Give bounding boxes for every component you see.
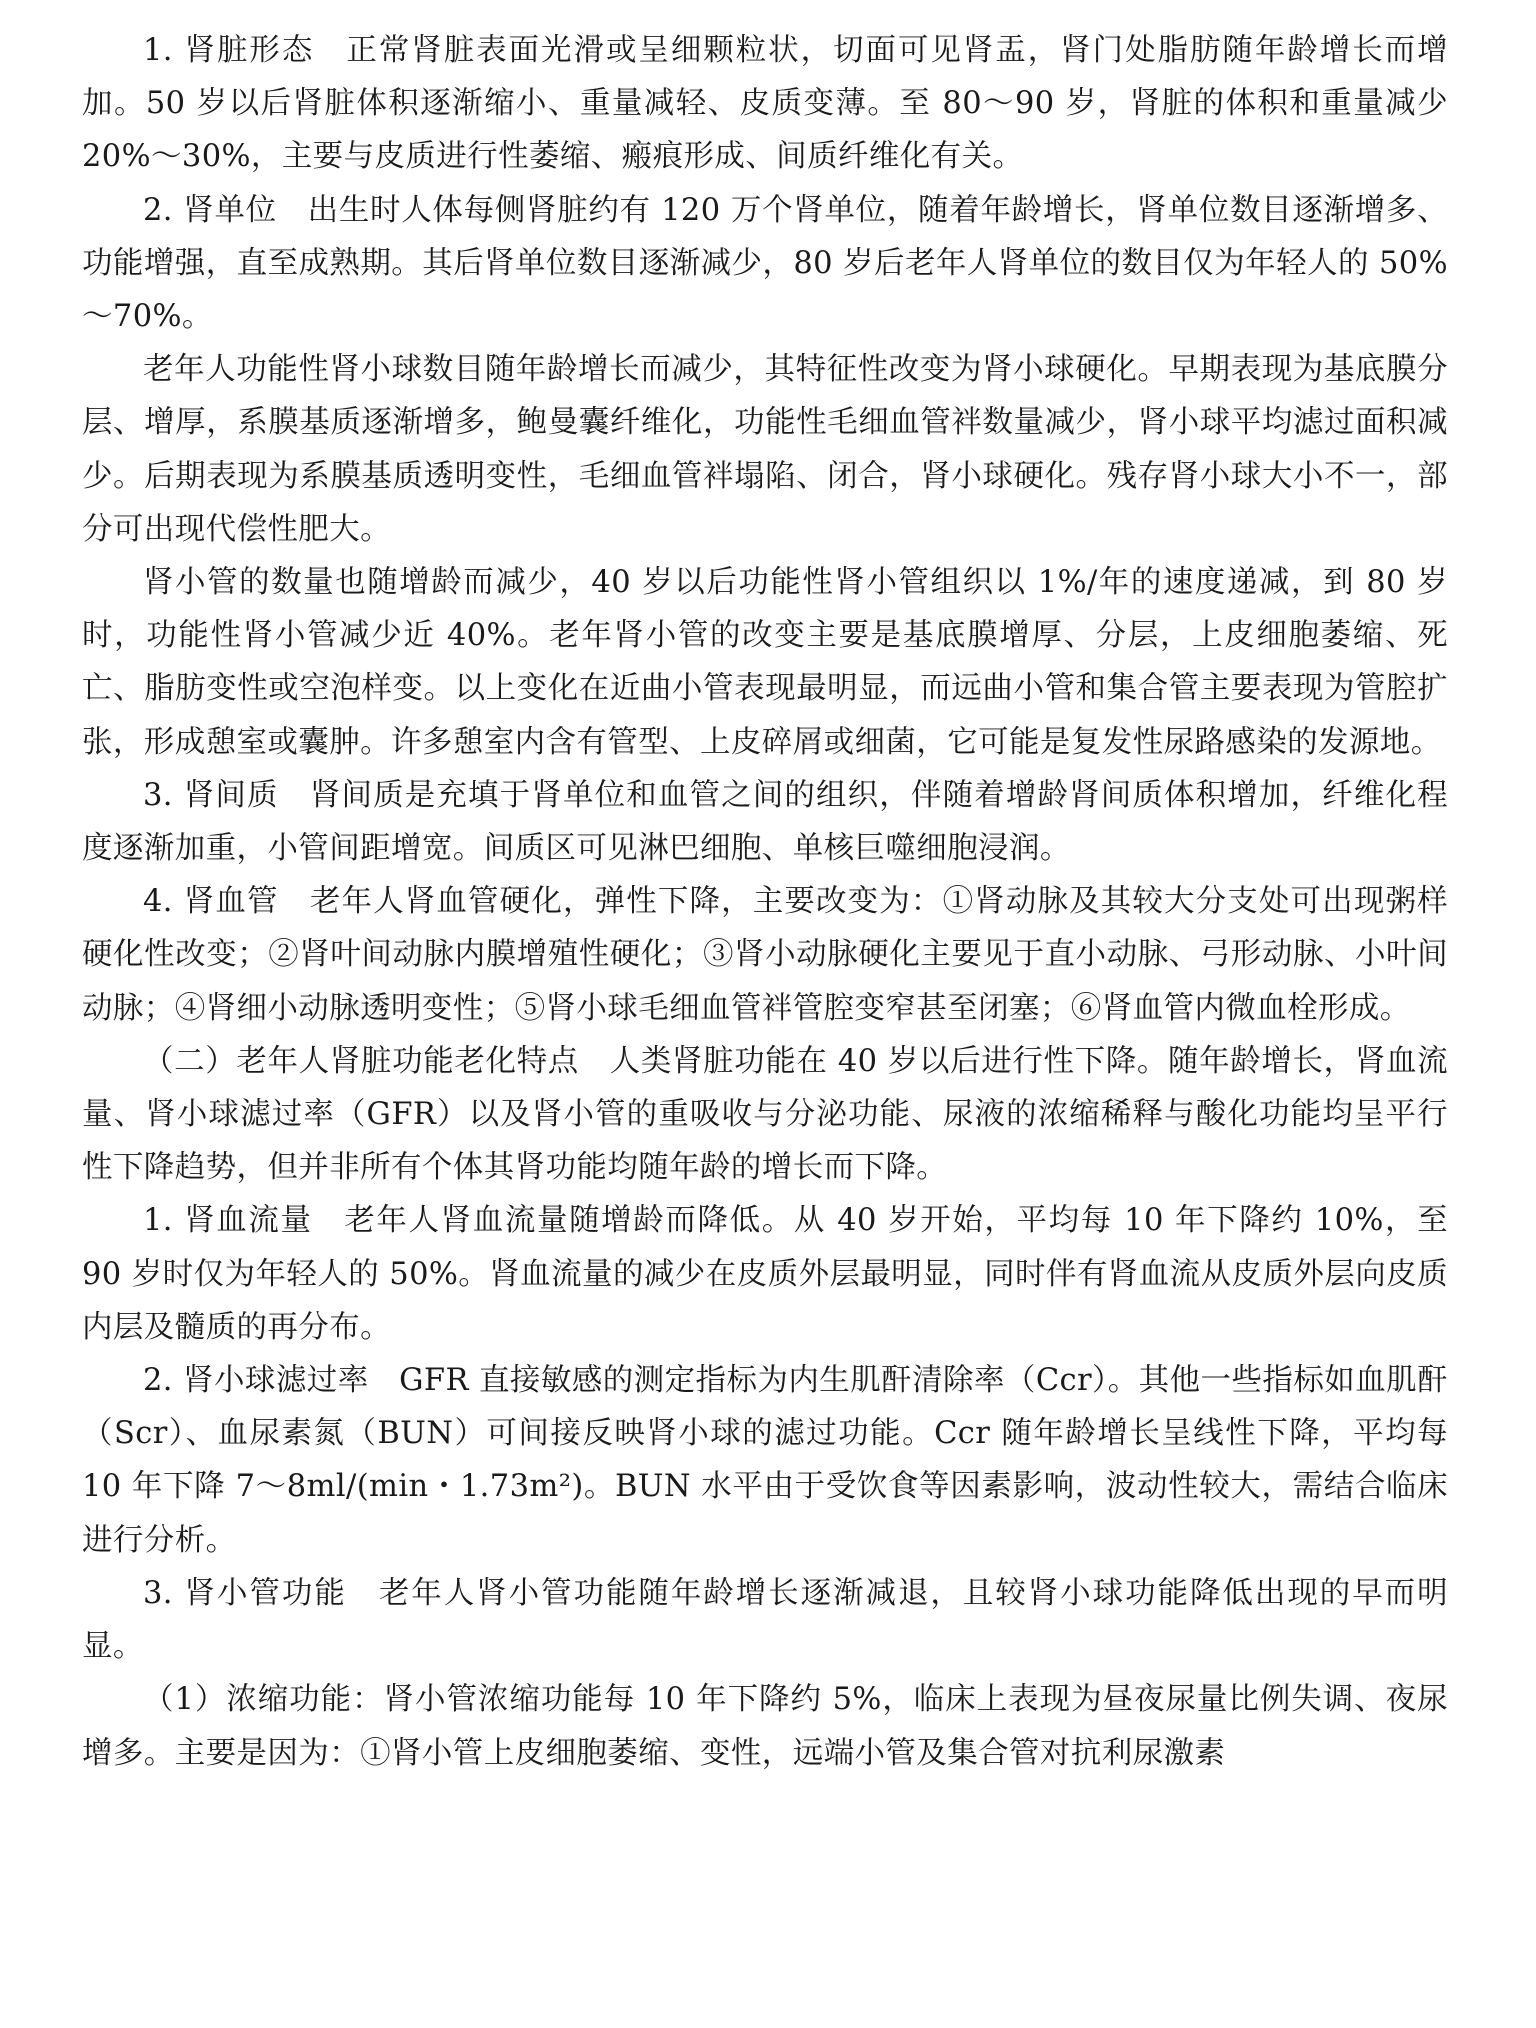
paragraph-tubular-function	[82, 1567, 1448, 1673]
paragraph-nephron	[82, 184, 1448, 344]
paragraph-function-aging	[82, 1035, 1448, 1195]
section-heading: 3. 肾小管功能	[143, 1575, 347, 1611]
paragraph-text: 正常肾脏表面光滑或呈细颗粒状，切面可见肾盂，肾门处脂肪随年龄增长而增加。50 岁以后肾脏体积逐渐缩小、重量减轻、皮质变薄。至 80～90 岁，肾脏的体积和重量减少 20%～30%，主要与皮质进行性萎缩、瘢痕形成、间质纤维化有关。	[82, 33, 1448, 175]
section-heading: 2. 肾小球滤过率	[143, 1363, 369, 1399]
paragraph-renal-blood-flow	[82, 1194, 1448, 1354]
section-heading: 3. 肾间质	[143, 777, 279, 813]
paragraph-interstitium	[82, 769, 1448, 875]
paragraph-text: 人类肾脏功能在 40 岁以后进行性下降。随年龄增长，肾血流量、肾小球滤过率（GFR）以及肾小管的重吸收与分泌功能、尿液的浓缩稀释与酸化功能均呈平行性下降趋势，但并非所有个体其肾功能均随年龄的增长而下降。	[82, 1043, 1448, 1186]
paragraph-concentration-function	[82, 1673, 1448, 1779]
paragraph-text: （1）浓缩功能：肾小管浓缩功能每 10 年下降约 5%，临床上表现为昼夜尿量比例失调、夜尿增多。主要是因为：①肾小管上皮细胞萎缩、变性，远端小管及集合管对抗利尿激素	[82, 1682, 1448, 1771]
paragraph-text: 老年人功能性肾小球数目随年龄增长而减少，其特征性改变为肾小球硬化。早期表现为基底膜分层、增厚，系膜基质逐渐增多，鲍曼囊纤维化，功能性毛细血管袢数量减少，肾小球平均滤过面积减少。后期表现为系膜基质透明变性，毛细血管袢塌陷、闭合，肾小球硬化。残存肾小球大小不一，部分可出现代偿性肥大。	[82, 352, 1448, 547]
paragraph-glomerulus	[82, 343, 1448, 556]
paragraph-kidney-morphology	[82, 24, 1448, 184]
section-heading: 2. 肾单位	[143, 192, 277, 228]
paragraph-text: 老年人肾血流量随增龄而降低。从 40 岁开始，平均每 10 年下降约 10%，至 90 岁时仅为年轻人的 50%。肾血流量的减少在皮质外层最明显，同时伴有肾血流从皮质外层向皮质内层及髓质的再分布。	[82, 1203, 1448, 1345]
paragraph-text: 老年人肾血管硬化，弹性下降，主要改变为：①肾动脉及其较大分支处可出现粥样硬化性改变；②肾叶间动脉内膜增殖性硬化；③肾小动脉硬化主要见于直小动脉、弓形动脉、小叶间动脉；④肾细小动脉透明变性；⑤肾小球毛细血管袢管腔变窄甚至闭塞；⑥肾血管内微血栓形成。	[82, 884, 1448, 1026]
section-heading: 1. 肾血流量	[143, 1203, 313, 1239]
section-heading: （二）老年人肾脏功能老化特点	[143, 1043, 579, 1079]
section-heading: 4. 肾血管	[143, 884, 279, 920]
paragraph-text: GFR 直接敏感的测定指标为内生肌酐清除率（Ccr）。其他一些指标如血肌酐（Scr）、血尿素氮（BUN）可间接反映肾小球的滤过功能。Ccr 随年龄增长呈线性下降，平均每 10 年下降 7～8ml/(min・1.73m²)。BUN 水平由于受饮食等因素影响，波动性较大，需结合临床进行分析。	[82, 1363, 1448, 1558]
paragraph-tubule	[82, 556, 1448, 769]
paragraph-text: 肾小管的数量也随增龄而减少，40 岁以后功能性肾小管组织以 1%/年的速度递减，到 80 岁时，功能性肾小管减少近 40%。老年肾小管的改变主要是基底膜增厚、分层，上皮细胞萎缩、死亡、脂肪变性或空泡样变。以上变化在近曲小管表现最明显，而远曲小管和集合管主要表现为管腔扩张，形成憩室或囊肿。许多憩室内含有管型、上皮碎屑或细菌，它可能是复发性尿路感染的发源地。	[82, 565, 1448, 760]
section-heading: 1. 肾脏形态	[143, 33, 315, 68]
paragraph-text: 老年人肾小管功能随年龄增长逐渐减退，且较肾小球功能降低出现的早而明显。	[82, 1575, 1448, 1665]
paragraph-gfr	[82, 1354, 1448, 1567]
paragraph-text: 肾间质是充填于肾单位和血管之间的组织，伴随着增龄肾间质体积增加，纤维化程度逐渐加重，小管间距增宽。间质区可见淋巴细胞、单核巨噬细胞浸润。	[82, 777, 1448, 867]
paragraph-text: 出生时人体每侧肾脏约有 120 万个肾单位，随着年龄增长，肾单位数目逐渐增多、功能增强，直至成熟期。其后肾单位数目逐渐减少，80 岁后老年人肾单位的数目仅为年轻人的 50%～70%。	[82, 192, 1448, 335]
paragraph-renal-vessels	[82, 875, 1448, 1035]
